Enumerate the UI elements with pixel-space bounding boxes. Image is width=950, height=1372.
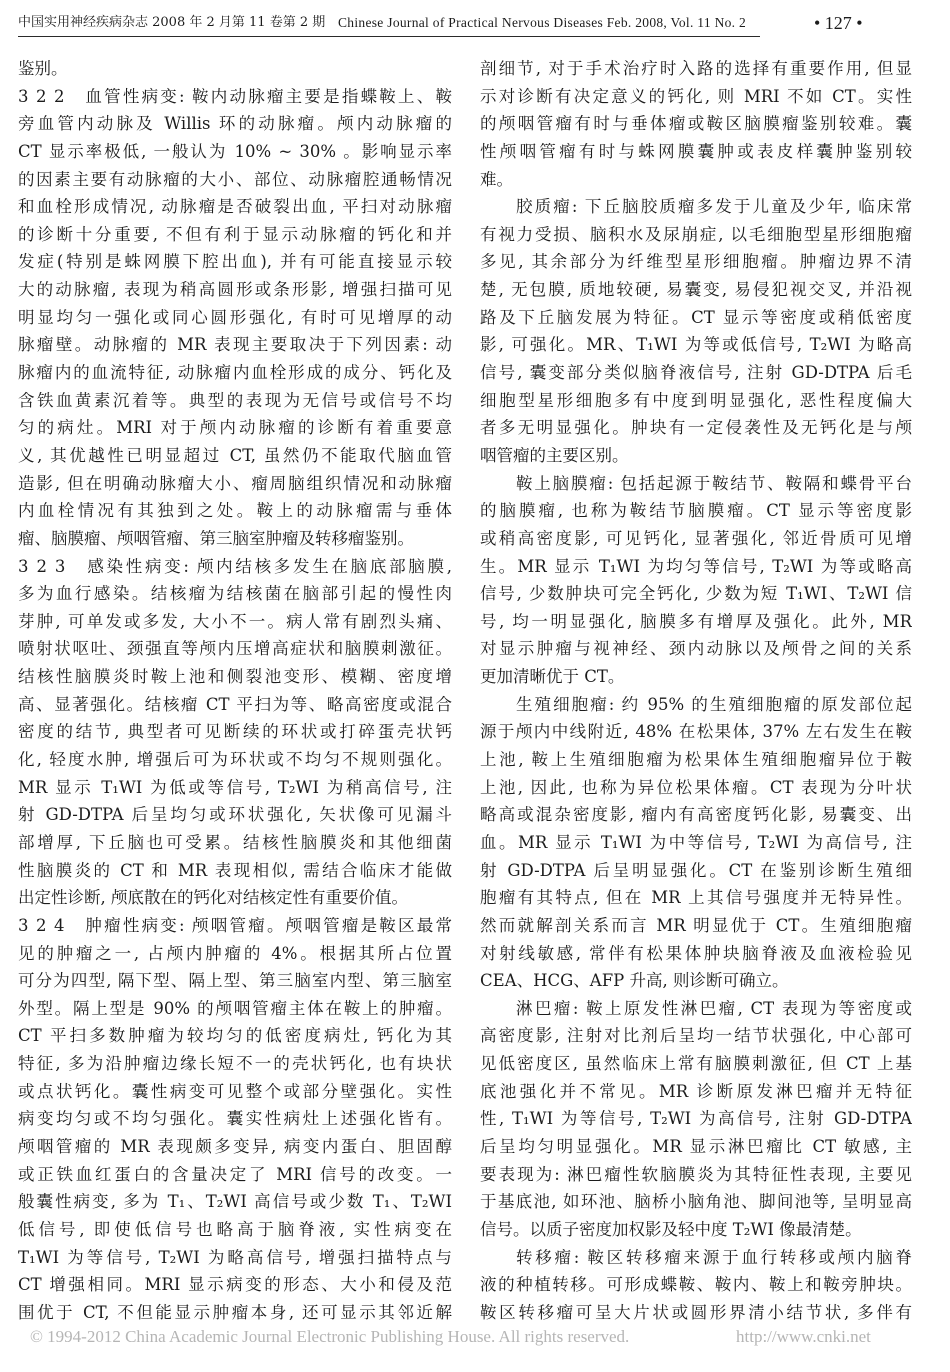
text-line: 源于颅内中线附近, 48% 在松果体, 37% 左右发生在鞍 bbox=[480, 722, 912, 742]
text-line: 低信号, 即使低信号也略高于脑脊液, 实性病变在 bbox=[18, 1219, 452, 1239]
text-line: 或点状钙化。囊性病变可见整个或部分壁强化。实性 bbox=[18, 1081, 452, 1101]
page-number: • 127 • bbox=[814, 13, 863, 33]
text-line: 和血栓形成情况, 动脉瘤是否破裂出血, 平扫对动脉瘤 bbox=[18, 197, 452, 217]
paragraph bbox=[18, 912, 452, 1327]
text-line: 上池, 因此, 也称为异位松果体瘤。CT 表现为分叶状 bbox=[480, 777, 912, 797]
text-line: CT 平扫多数肿瘤为较均匀的低密度病灶, 钙化为其 bbox=[18, 1026, 452, 1046]
text-line: 3 2 2 血管性病变: 鞍内动脉瘤主要是指蝶鞍上、鞍 bbox=[18, 86, 452, 106]
text-line: 造影, 但在明确动脉瘤大小、瘤周脑组织情况和动脉瘤 bbox=[18, 473, 452, 493]
text-line: CT 显示率极低, 一般认为 10% ~ 30% 。影响显示率 bbox=[18, 141, 452, 161]
text-line: 高、显著强化。结核瘤 CT 平扫为等、略高密度或混合 bbox=[18, 694, 452, 714]
text-line: 路及下丘脑发展为特征。CT 显示等密度或稍低密度 bbox=[480, 307, 912, 327]
running-header bbox=[18, 12, 760, 37]
text-line: 的因素主要有动脉瘤的大小、部位、动脉瘤腔通畅情况 bbox=[18, 169, 452, 189]
paragraph bbox=[480, 691, 912, 995]
paragraph bbox=[480, 1244, 912, 1327]
text-line: 性, T₁WI 为等信号, T₂WI 为高信号, 注射 GD-DTPA bbox=[480, 1109, 912, 1129]
text-line: 义, 其优越性已明显超过 CT, 虽然仍不能取代脑血管 bbox=[18, 445, 452, 465]
text-line: 3 2 3 感染性病变: 颅内结核多发生在脑底部脑膜, bbox=[18, 556, 452, 576]
text-line: 3 2 4 肿瘤性病变: 颅咽管瘤。颅咽管瘤是鞍区最常 bbox=[18, 915, 452, 935]
text-line: 细胞型星形细胞多有中度到明显强化, 恶性程度偏大 bbox=[480, 390, 912, 410]
text-line: CEA、HCG、AFP 升高, 则诊断可确立。 bbox=[480, 971, 789, 991]
text-line: 对射线敏感, 常伴有松果体肿块脑脊液及血液检验见 bbox=[480, 943, 912, 963]
text-line: 含铁血黄素沉着等。典型的表现为无信号或信号不均 bbox=[18, 390, 452, 410]
text-line: 于基底池, 如环池、脑桥小脑角池、脚间池等, 呈明显高 bbox=[480, 1192, 912, 1212]
text-line: 上池, 鞍上生殖细胞瘤为松果体生殖细胞瘤异位于鞍 bbox=[480, 750, 912, 770]
copyright-watermark bbox=[0, 1322, 950, 1352]
text-line: 生殖细胞瘤: 约 95% 的生殖细胞瘤的原发部位起 bbox=[516, 694, 912, 714]
text-line: 血。MR 显示 T₁WI 为中等信号, T₂WI 为高信号, 注 bbox=[480, 832, 912, 852]
text-line: 信号, 少数肿块可完全钙化, 少数为短 T₁WI、T₂WI 信 bbox=[480, 584, 912, 604]
text-line: 者多无明显强化。肿块有一定侵袭性及无钙化是与颅 bbox=[480, 418, 912, 438]
text-line: 号, 均一明显强化, 脑膜多有增厚及强化。此外, MR bbox=[480, 611, 912, 631]
text-line: 颅咽管瘤的 MR 表现颇多变异, 病变内蛋白、胆固醇 bbox=[18, 1136, 452, 1156]
text-line: 匀的病灶。MRI 对于颅内动脉瘤的诊断有着重要意 bbox=[18, 418, 452, 438]
text-line: 见低密度区, 虽然临床上常有脑膜刺激征, 但 CT 上基 bbox=[480, 1054, 912, 1074]
text-line: 转移瘤: 鞍区转移瘤来源于血行转移或颅内脑脊 bbox=[516, 1247, 912, 1267]
text-line: 旁血管内动脉及 Willis 环的动脉瘤。颅内动脉瘤的 bbox=[18, 114, 452, 134]
text-line: 结核性脑膜炎时鞍上池和侧裂池变形、模糊、密度增 bbox=[18, 667, 452, 687]
text-line: 高密度影, 注射对比剂后呈均一结节状强化, 中心部可 bbox=[480, 1026, 912, 1046]
text-line: 特征, 多为沿肿瘤边缘长短不一的壳状钙化, 也有块状 bbox=[18, 1054, 452, 1074]
text-line: 信号。以质子密度加权影及轻中度 T₂WI 像最清楚。 bbox=[480, 1219, 862, 1239]
text-line: 影, 可强化。MR、T₁WI 为等或低信号, T₂WI 为略高 bbox=[480, 335, 912, 355]
text-line: 楚, 无包膜, 质地较硬, 易囊变, 易侵犯视交叉, 并沿视 bbox=[480, 280, 912, 300]
text-line: 射 GD-DTPA 后呈明显强化。CT 在鉴别诊断生殖细 bbox=[480, 860, 912, 880]
text-line: 底池强化并不常见。MR 诊断原发淋巴瘤并无特征 bbox=[480, 1081, 912, 1101]
text-line: 有视力受损、脑积水及尿崩症, 以毛细胞型星形细胞瘤 bbox=[480, 224, 912, 244]
text-line: 内血栓情况有其独到之处。鞍上的动脉瘤需与垂体 bbox=[18, 501, 452, 521]
text-line: 外型。隔上型是 90% 的颅咽管瘤主体在鞍上的肿瘤。 bbox=[18, 998, 452, 1018]
text-line: 的脑膜瘤, 也称为鞍结节脑膜瘤。CT 显示等密度影 bbox=[480, 501, 912, 521]
text-line: 发症(特别是蛛网膜下腔出血), 并有可能直接显示较 bbox=[18, 252, 452, 272]
text-line: 多见, 其余部分为纤维型星形细胞瘤。肿瘤边界不清 bbox=[480, 252, 912, 272]
text-line: 难。 bbox=[480, 169, 513, 189]
text-line: 化, 轻度水肿, 增强后可为环状或不均匀不规则强化。 bbox=[18, 750, 452, 770]
paragraph bbox=[480, 55, 912, 193]
text-line: 略高或混杂密度影, 瘤内有高密度钙化影, 易囊变、出 bbox=[480, 805, 912, 825]
text-line: 然而就解剖关系而言 MR 明显优于 CT。生殖细胞瘤 bbox=[480, 915, 912, 935]
text-line: 部增厚, 下丘脑也可受累。结核性脑膜炎和其他细菌 bbox=[18, 832, 452, 852]
text-line: 或正铁血红蛋白的含量决定了 MRI 信号的改变。一 bbox=[18, 1164, 452, 1184]
right-column bbox=[480, 55, 912, 1326]
text-line: 生。MR 显示 T₁WI 为均匀等信号, T₂WI 为等或略高 bbox=[480, 556, 912, 576]
text-line: 鉴别。 bbox=[18, 59, 68, 78]
text-line: 可分为四型, 隔下型、隔上型、第三脑室内型、第三脑室 bbox=[18, 971, 452, 991]
paragraph bbox=[480, 470, 912, 691]
text-line: 脉瘤壁。动脉瘤的 MR 表现主要取决于下列因素: 动 bbox=[18, 335, 452, 355]
text-line: T₁WI 为等信号, T₂WI 为略高信号, 增强扫描特点与 bbox=[18, 1247, 452, 1267]
text-line: 信号, 囊变部分类似脑脊液信号, 注射 GD-DTPA 后毛 bbox=[480, 363, 912, 383]
text-line: 大的动脉瘤, 表现为稍高圆形或条形影, 增强扫描可见 bbox=[18, 280, 452, 300]
text-line: 明显均匀一强化或同心圆形强化, 有时可见增厚的动 bbox=[18, 307, 452, 327]
text-line: 胞瘤有其特点, 但在 MR 上其信号强度并无特异性。 bbox=[480, 888, 912, 908]
text-line: 鞍区转移瘤可呈大片状或圆形界清小结节状, 多伴有 bbox=[480, 1302, 912, 1322]
copyright-text: © 1994-2012 China Academic Journal Electronic Publishing House. All rights reserved. bbox=[30, 1327, 630, 1346]
text-line: 般囊性病变, 多为 T₁、T₂WI 高信号或少数 T₁、T₂WI bbox=[18, 1192, 452, 1212]
paragraph bbox=[480, 193, 912, 469]
text-line: 更加清晰优于 CT。 bbox=[480, 667, 625, 687]
text-line: 示对诊断有决定意义的钙化, 则 MRI 不如 CT。实性 bbox=[480, 86, 912, 106]
text-line: 鞍上脑膜瘤: 包括起源于鞍结节、鞍隔和蝶骨平台 bbox=[516, 473, 912, 493]
text-line: 或稍高密度影, 可见钙化, 显著强化, 邻近骨质可见增 bbox=[480, 528, 912, 548]
text-line: 胶质瘤: 下丘脑胶质瘤多发于儿童及少年, 临床常 bbox=[516, 197, 912, 217]
watermark-url: http://www.cnki.net bbox=[736, 1327, 871, 1346]
text-line: 病变均匀或不均匀强化。囊实性病灶上述强化皆有。 bbox=[18, 1109, 452, 1129]
text-line: 要表现为: 淋巴瘤性软脑膜炎为其特征性表现, 主要见 bbox=[480, 1164, 912, 1184]
journal-title-en: Chinese Journal of Practical Nervous Diseases Feb. 2008, Vol. 11 No. 2 bbox=[338, 15, 747, 30]
text-line: 芽肿, 可单发或多发, 大小不一。病人常有剧烈头痛、 bbox=[18, 611, 452, 631]
text-line: 脉瘤内的血流特征, 动脉瘤内血栓形成的成分、钙化及 bbox=[18, 363, 452, 383]
text-line: 喷射状呕吐、颈强直等颅内压增高症状和脑膜刺激征。 bbox=[18, 639, 452, 659]
text-line: 咽管瘤的主要区别。 bbox=[480, 445, 629, 465]
text-line: 的诊断十分重要, 不但有利于显示动脉瘤的钙化和并 bbox=[18, 224, 452, 244]
text-line: 性颅咽管瘤有时与蛛网膜囊肿或表皮样囊肿鉴别较 bbox=[480, 141, 912, 161]
text-line: 后呈均匀明显强化。MR 显示淋巴瘤比 CT 敏感, 主 bbox=[480, 1136, 912, 1156]
text-line: 性脑膜炎的 CT 和 MR 表现相似, 需结合临床才能做 bbox=[18, 860, 452, 880]
text-line: 淋巴瘤: 鞍上原发性淋巴瘤, CT 表现为等密度或 bbox=[516, 998, 912, 1018]
text-line: MR 显示 T₁WI 为低或等信号, T₂WI 为稍高信号, 注 bbox=[18, 777, 452, 797]
text-line: 出定性诊断, 颅底散在的钙化对结核定性有重要价值。 bbox=[18, 888, 408, 908]
text-line: 密度的结节, 典型者可见断续的环状或打碎蛋壳状钙 bbox=[18, 722, 452, 742]
paragraph bbox=[480, 995, 912, 1244]
text-line: 瘤、脑膜瘤、颅咽管瘤、第三脑室肿瘤及转移瘤鉴别。 bbox=[18, 528, 414, 548]
text-line: 见的肿瘤之一, 占颅内肿瘤的 4%。根据其所占位置 bbox=[18, 943, 452, 963]
left-column bbox=[18, 55, 452, 1326]
text-line: 对显示肿瘤与视神经、颈内动脉以及颅骨之间的关系 bbox=[480, 639, 912, 659]
paragraph bbox=[18, 83, 452, 553]
text-line: 射 GD-DTPA 后呈均匀或环状强化, 矢状像可见漏斗 bbox=[18, 805, 452, 825]
text-line: 的颅咽管瘤有时与垂体瘤或鞍区脑膜瘤鉴别较难。囊 bbox=[480, 114, 912, 134]
paragraph bbox=[18, 553, 452, 912]
journal-title-cn: 中国实用神经疾病杂志 2008 年 2 月第 11 卷第 2 期 bbox=[18, 15, 326, 30]
text-line: CT 增强相同。MRI 显示病变的形态、大小和侵及范 bbox=[18, 1275, 452, 1295]
text-line: 围优于 CT, 不但能显示肿瘤本身, 还可显示其邻近解 bbox=[18, 1302, 452, 1322]
text-line: 液的种植转移。可形成蝶鞍、鞍内、鞍上和鞍旁肿块。 bbox=[480, 1275, 912, 1295]
paragraph bbox=[18, 55, 452, 83]
text-line: 剖细节, 对于手术治疗时入路的选择有重要作用, 但显 bbox=[480, 59, 912, 78]
text-line: 多为血行感染。结核瘤为结核菌在脑部引起的慢性肉 bbox=[18, 584, 452, 604]
